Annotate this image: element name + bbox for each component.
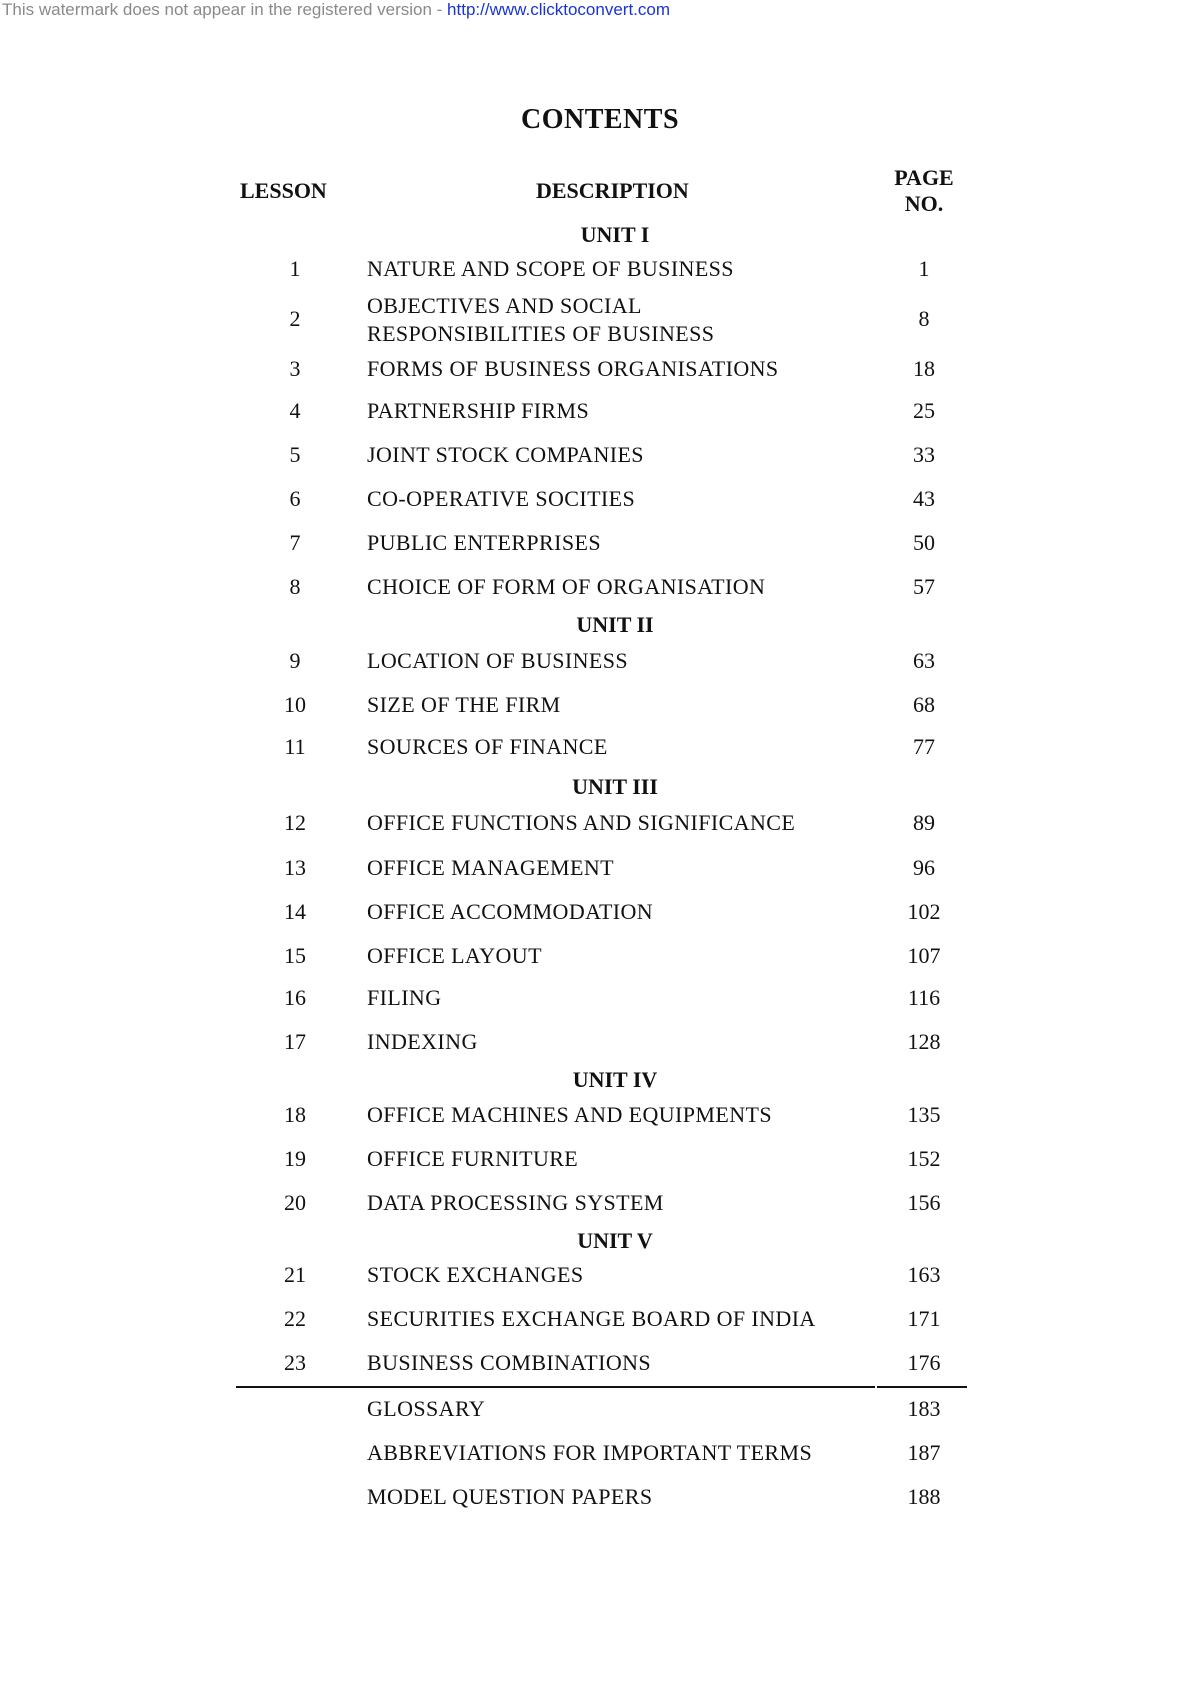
unit-heading-4: UNIT IV [572,1067,658,1092]
lesson-number: 18 [284,1102,306,1127]
appendix-page: 187 [907,1440,941,1465]
lesson-number: 10 [284,692,306,717]
lesson-number: 16 [284,985,306,1010]
appendix-page: 183 [907,1396,941,1421]
header-page-line2: NO. [904,191,944,216]
lesson-page: 43 [913,486,935,511]
lesson-page: 77 [913,734,935,759]
lesson-number: 4 [289,398,301,423]
header-page-no [876,165,972,217]
lesson-description: SECURITIES EXCHANGE BOARD OF INDIA [367,1306,816,1331]
lesson-page: 57 [913,574,935,599]
lesson-number: 6 [289,486,301,511]
watermark-link[interactable]: http://www.clicktoconvert.com [447,0,671,19]
lesson-number: 22 [284,1306,306,1331]
lesson-page: 63 [913,648,935,673]
lesson-number: 7 [289,530,301,555]
lesson-page: 102 [907,899,941,924]
lesson-description: SIZE OF THE FIRM [367,692,561,717]
lesson-number: 5 [289,442,301,467]
lesson-description: NATURE AND SCOPE OF BUSINESS [367,256,734,281]
lesson-description: OFFICE MACHINES AND EQUIPMENTS [367,1102,772,1127]
lesson-description: FORMS OF BUSINESS ORGANISATIONS [367,356,779,381]
lesson-page: 50 [913,530,935,555]
lesson-number: 23 [284,1350,306,1375]
unit-heading-2: UNIT II [576,612,654,637]
lesson-description: JOINT STOCK COMPANIES [367,442,644,467]
lesson-number: 19 [284,1146,306,1171]
lesson-page: 116 [907,985,941,1010]
lesson-page: 163 [907,1262,941,1287]
lesson-description: OFFICE ACCOMMODATION [367,899,654,924]
lesson-page: 68 [913,692,935,717]
lesson-page: 96 [913,855,935,880]
lesson-page: 171 [907,1306,941,1331]
lesson-page: 25 [913,398,935,423]
watermark-banner [2,0,670,20]
lesson-page: 8 [918,306,930,331]
lesson-description: PUBLIC ENTERPRISES [367,530,601,555]
lesson-number: 15 [284,943,306,968]
lesson-page: 152 [907,1146,941,1171]
lesson-description: BUSINESS COMBINATIONS [367,1350,652,1375]
appendix-description: GLOSSARY [367,1396,486,1421]
appendix-page: 188 [907,1484,941,1509]
lesson-page: 156 [907,1190,941,1215]
watermark-text: This watermark does not appear in the registered version - [2,0,448,19]
lesson-page: 18 [913,356,935,381]
appendix-description: MODEL QUESTION PAPERS [367,1484,653,1509]
appendix-description: ABBREVIATIONS FOR IMPORTANT TERMS [367,1440,813,1465]
lesson-number: 21 [284,1262,306,1287]
lesson-description: DATA PROCESSING SYSTEM [367,1190,664,1215]
lesson-page: 107 [907,943,941,968]
lesson-number: 9 [289,648,301,673]
lesson-page: 128 [907,1029,941,1054]
lesson-page: 89 [913,810,935,835]
lesson-description: FILING [367,985,442,1010]
lesson-description: OFFICE FURNITURE [367,1146,579,1171]
lesson-description-line2: RESPONSIBILITIES OF BUSINESS [367,321,715,346]
lesson-description: PARTNERSHIP FIRMS [367,398,590,423]
lesson-number: 13 [284,855,306,880]
lesson-description: OFFICE LAYOUT [367,943,542,968]
lesson-page: 135 [907,1102,941,1127]
page-title: CONTENTS [520,104,680,135]
lesson-description: LOCATION OF BUSINESS [367,648,629,673]
lesson-description [367,292,714,348]
lesson-description: OFFICE MANAGEMENT [367,855,614,880]
header-page-line1: PAGE [894,165,954,190]
lesson-description: CO-OPERATIVE SOCITIES [367,486,636,511]
lesson-number: 11 [284,734,306,759]
lesson-number: 1 [289,256,301,281]
lesson-description: CHOICE OF FORM OF ORGANISATION [367,574,766,599]
lesson-page: 1 [918,256,930,281]
lesson-number: 20 [284,1190,306,1215]
lesson-description-line1: OBJECTIVES AND SOCIAL [367,293,642,318]
header-lesson: LESSON [240,178,327,203]
header-description: DESCRIPTION [536,178,689,203]
lesson-description: SOURCES OF FINANCE [367,734,608,759]
lesson-number: 8 [289,574,301,599]
lesson-number: 14 [284,899,306,924]
unit-heading-5: UNIT V [577,1228,653,1253]
lesson-description: OFFICE FUNCTIONS AND SIGNIFICANCE [367,810,796,835]
lesson-number: 2 [289,306,301,331]
unit-heading-3: UNIT III [572,774,658,799]
lesson-number: 3 [289,356,301,381]
lesson-number: 17 [284,1029,306,1054]
unit-heading-1: UNIT I [580,222,650,247]
lesson-page: 176 [907,1350,941,1375]
lesson-number: 12 [284,810,306,835]
section-divider [877,1386,967,1388]
section-divider [236,1386,875,1388]
lesson-description: INDEXING [367,1029,478,1054]
lesson-page: 33 [913,442,935,467]
lesson-description: STOCK EXCHANGES [367,1262,584,1287]
